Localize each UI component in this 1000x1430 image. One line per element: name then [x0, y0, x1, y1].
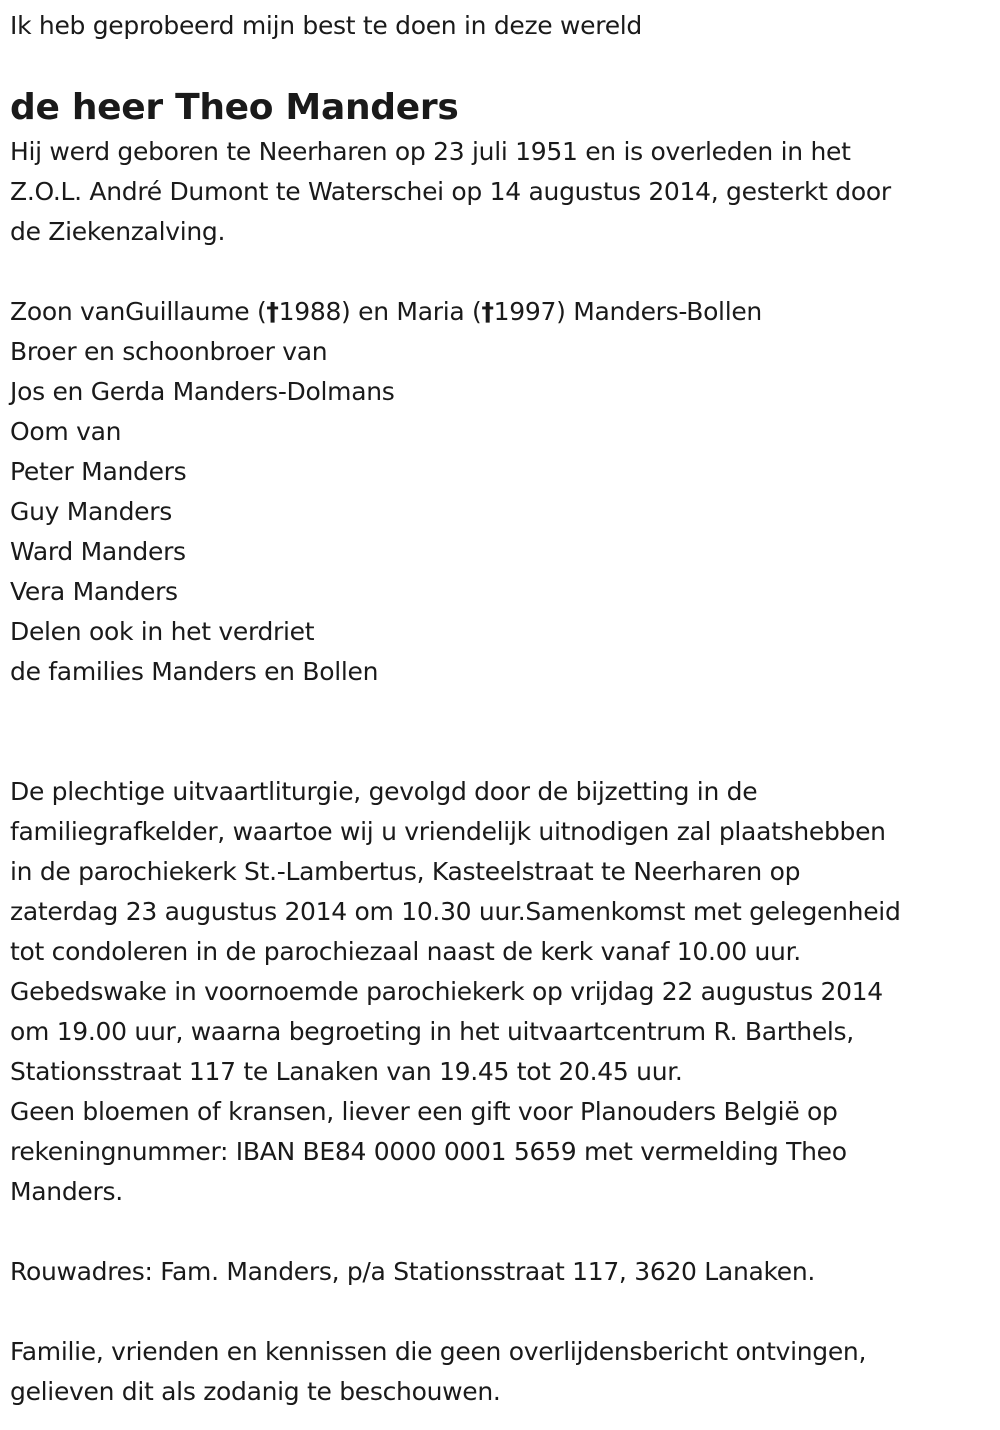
closing-paragraph: [10, 1332, 990, 1412]
birth-line: Hij werd geboren te Neerharen op 23 juli 1951 en is overleden in het: [10, 137, 851, 166]
parents-line: [10, 292, 990, 332]
family-line: Jos en Gerda Manders-Dolmans: [10, 377, 395, 406]
cross-icon: †: [266, 297, 279, 326]
ceremony-line: Manders.: [10, 1177, 123, 1206]
ceremony-line: rekeningnummer: IBAN BE84 0000 0001 5659 met vermelding Theo: [10, 1137, 847, 1166]
motto: Ik heb geprobeerd mijn best te doen in deze wereld: [10, 11, 642, 40]
family-line: de families Manders en Bollen: [10, 657, 379, 686]
ceremony-line: De plechtige uitvaartliturgie, gevolgd door de bijzetting in de: [10, 777, 758, 806]
mourning-address: Rouwadres: Fam. Manders, p/a Stationsstraat 117, 3620 Lanaken.: [10, 1257, 816, 1286]
ceremony-line: Stationsstraat 117 te Lanaken van 19.45 tot 20.45 uur.: [10, 1057, 683, 1086]
deceased-name: de heer Theo Manders: [10, 87, 459, 128]
ceremony-line: familiegrafkelder, waartoe wij u vriendelijk uitnodigen zal plaatshebben: [10, 817, 886, 846]
family-line: Delen ook in het verdriet: [10, 617, 315, 646]
family-line: Broer en schoonbroer van: [10, 337, 328, 366]
parents-prefix: Zoon vanGuillaume (: [10, 297, 267, 326]
ceremony-line: tot condoleren in de parochiezaal naast de kerk vanaf 10.00 uur.: [10, 937, 801, 966]
family-line: Peter Manders: [10, 457, 187, 486]
ceremony-paragraph: [10, 772, 990, 1212]
cross-icon: †: [481, 297, 494, 326]
ceremony-line: Geen bloemen of kransen, liever een gift voor Planouders België op: [10, 1097, 838, 1126]
ceremony-line: in de parochiekerk St.-Lambertus, Kasteelstraat te Neerharen op: [10, 857, 801, 886]
closing-line: Familie, vrienden en kennissen die geen overlijdensbericht ontvingen,: [10, 1337, 867, 1366]
birth-death-paragraph: [10, 132, 990, 252]
ceremony-line: Gebedswake in voornoemde parochiekerk op vrijdag 22 augustus 2014: [10, 977, 883, 1006]
family-line: Guy Manders: [10, 497, 172, 526]
family-line: Ward Manders: [10, 537, 186, 566]
ceremony-line: zaterdag 23 augustus 2014 om 10.30 uur.Samenkomst met gelegenheid: [10, 897, 901, 926]
family-section: [10, 292, 990, 692]
family-line: Vera Manders: [10, 577, 178, 606]
birth-line: Z.O.L. André Dumont te Waterschei op 14 augustus 2014, gesterkt door: [10, 177, 891, 206]
father-year: 1988) en Maria (: [278, 297, 482, 326]
ceremony-line: om 19.00 uur, waarna begroeting in het uitvaartcentrum R. Barthels,: [10, 1017, 854, 1046]
birth-line: de Ziekenzalving.: [10, 217, 226, 246]
family-line: Oom van: [10, 417, 122, 446]
closing-line: gelieven dit als zodanig te beschouwen.: [10, 1377, 501, 1406]
mother-year: 1997) Manders-Bollen: [493, 297, 762, 326]
